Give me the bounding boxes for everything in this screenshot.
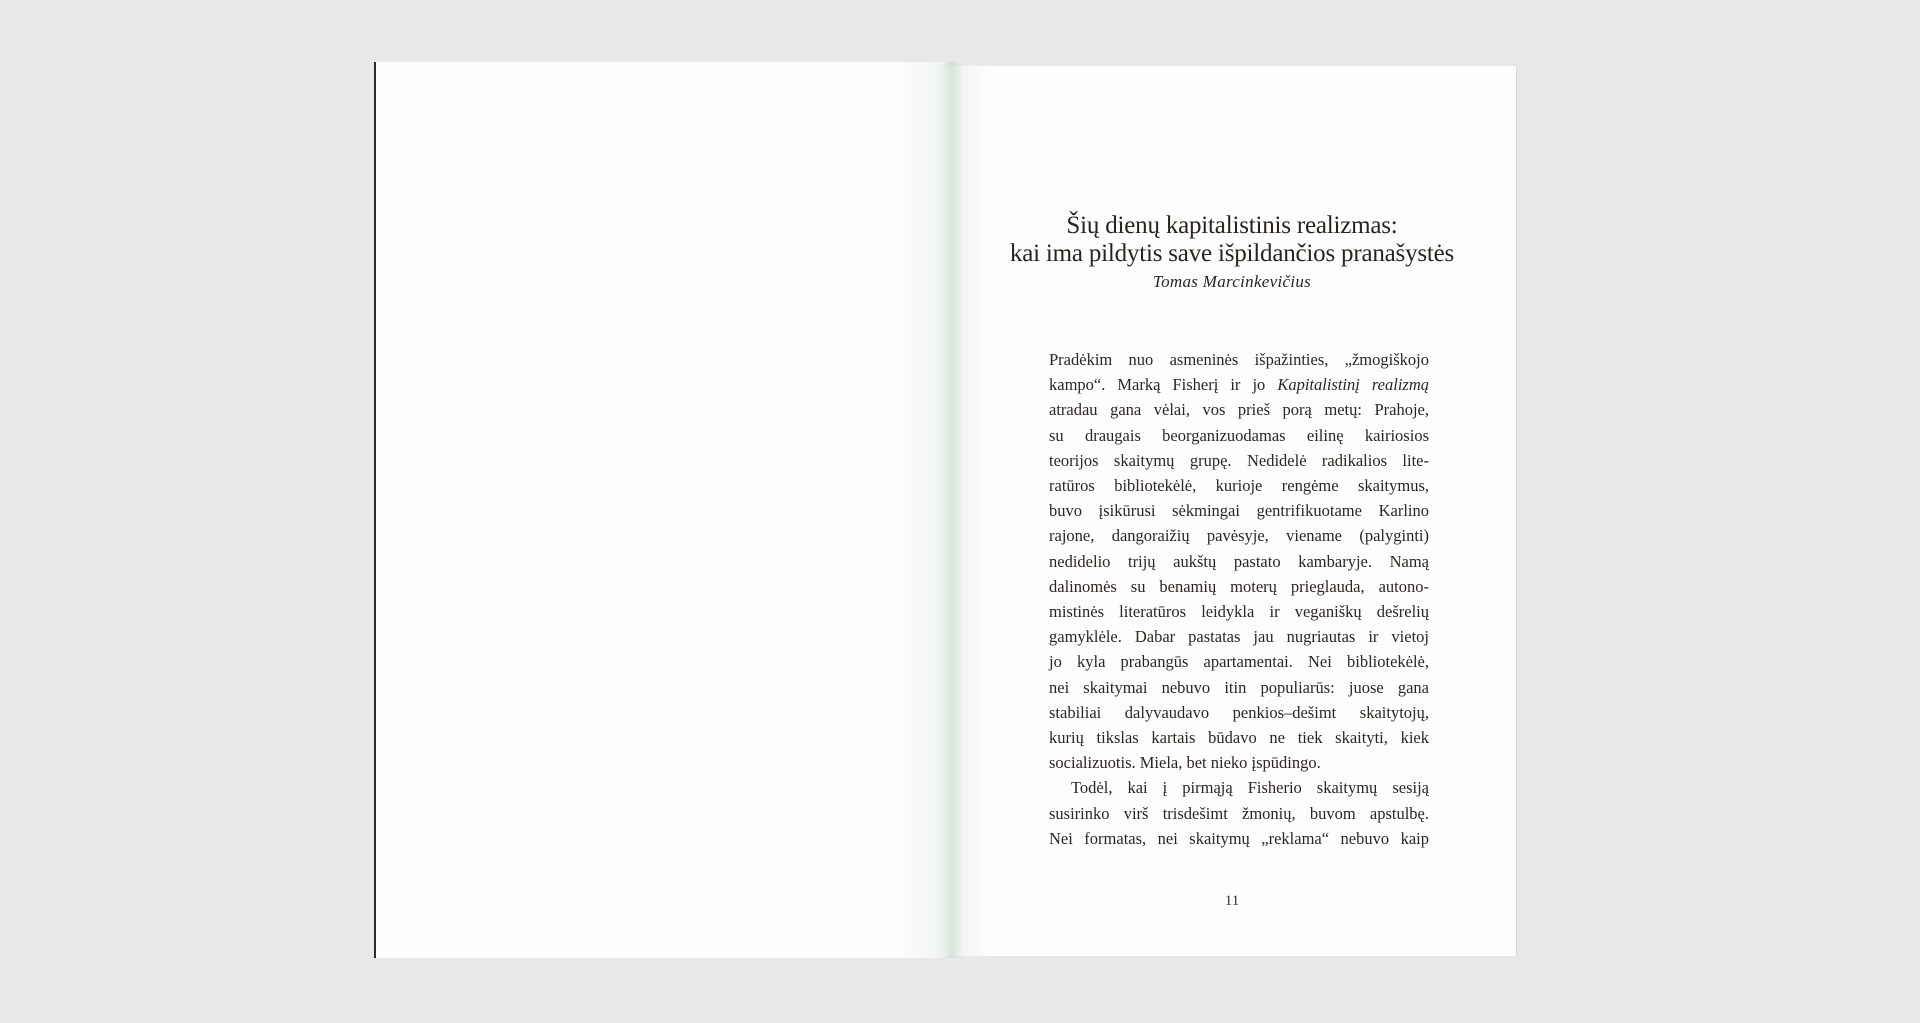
text-line: stabiliai dalyvaudavo penkios–dešimt skaitytojų, xyxy=(1049,702,1429,722)
text-line: mistinės literatūros leidykla ir veganiškų dešrelių xyxy=(1049,602,1429,622)
chapter-body-text xyxy=(1049,347,1429,851)
text-line-with-italic-title xyxy=(1049,372,1429,397)
chapter-heading xyxy=(947,212,1517,294)
text-line: atradau gana vėlai, vos prieš porą metų: Prahoje, xyxy=(1049,400,1429,420)
text-line: teorijos skaitymų grupę. Nedidelė radikalios lite- xyxy=(1049,450,1429,470)
text-line: kurių tikslas kartais būdavo ne tiek skaityti, kiek xyxy=(1049,728,1429,748)
book-title-italic: Kapitalistinį realizmą xyxy=(1277,375,1429,395)
chapter-title-line-1: Šių dienų kapitalistinis realizmas: xyxy=(1066,212,1398,239)
text-line: ratūros bibliotekėlė, kurioje rengėme skaitymus, xyxy=(1049,476,1429,496)
chapter-title-line-2: kai ima pildytis save išpildančios pranašystės xyxy=(1009,240,1455,267)
chapter-author: Tomas Marcinkevičius xyxy=(1152,272,1312,291)
open-book-spread xyxy=(374,62,1517,958)
left-page-blank xyxy=(374,62,947,958)
right-page xyxy=(947,66,1517,956)
text-line: jo kyla prabangūs apartamentai. Nei bibliotekėlė, xyxy=(1049,652,1429,672)
text-line: su draugais beorganizuodamas eilinę kairiosios xyxy=(1049,425,1429,445)
text-line: nedidelio trijų aukštų pastato kambaryje. Namą xyxy=(1049,551,1429,571)
text-line: rajone, dangoraižių pavėsyje, viename (palyginti) xyxy=(1049,526,1429,546)
text-line: dalinomės su benamių moterų prieglauda, autono- xyxy=(1049,576,1429,596)
text-line: Todėl, kai į pirmąją Fisherio skaitymų sesiją xyxy=(1071,778,1429,798)
text-line: nei skaitymai nebuvo itin populiarūs: juose gana xyxy=(1049,677,1429,697)
page-number: 11 xyxy=(1224,893,1240,909)
text-line: gamyklėle. Dabar pastatas jau nugriautas ir vietoj xyxy=(1049,627,1429,647)
text-line: Nei formatas, nei skaitymų „reklama“ nebuvo kaip xyxy=(1049,828,1429,848)
text-line: socializuotis. Miela, bet nieko įspūdingo. xyxy=(1049,753,1321,773)
text-line: buvo įsikūrusi sėkmingai gentrifikuotame Karlino xyxy=(1049,501,1429,521)
text-line: Pradėkim nuo asmeninės išpažinties, „žmogiškojo xyxy=(1049,350,1429,369)
text-line: susirinko virš trisdešimt žmonių, buvom apstulbę. xyxy=(1049,803,1429,823)
text-segment: kampo“. Marką Fisherį ir jo xyxy=(1049,375,1278,395)
